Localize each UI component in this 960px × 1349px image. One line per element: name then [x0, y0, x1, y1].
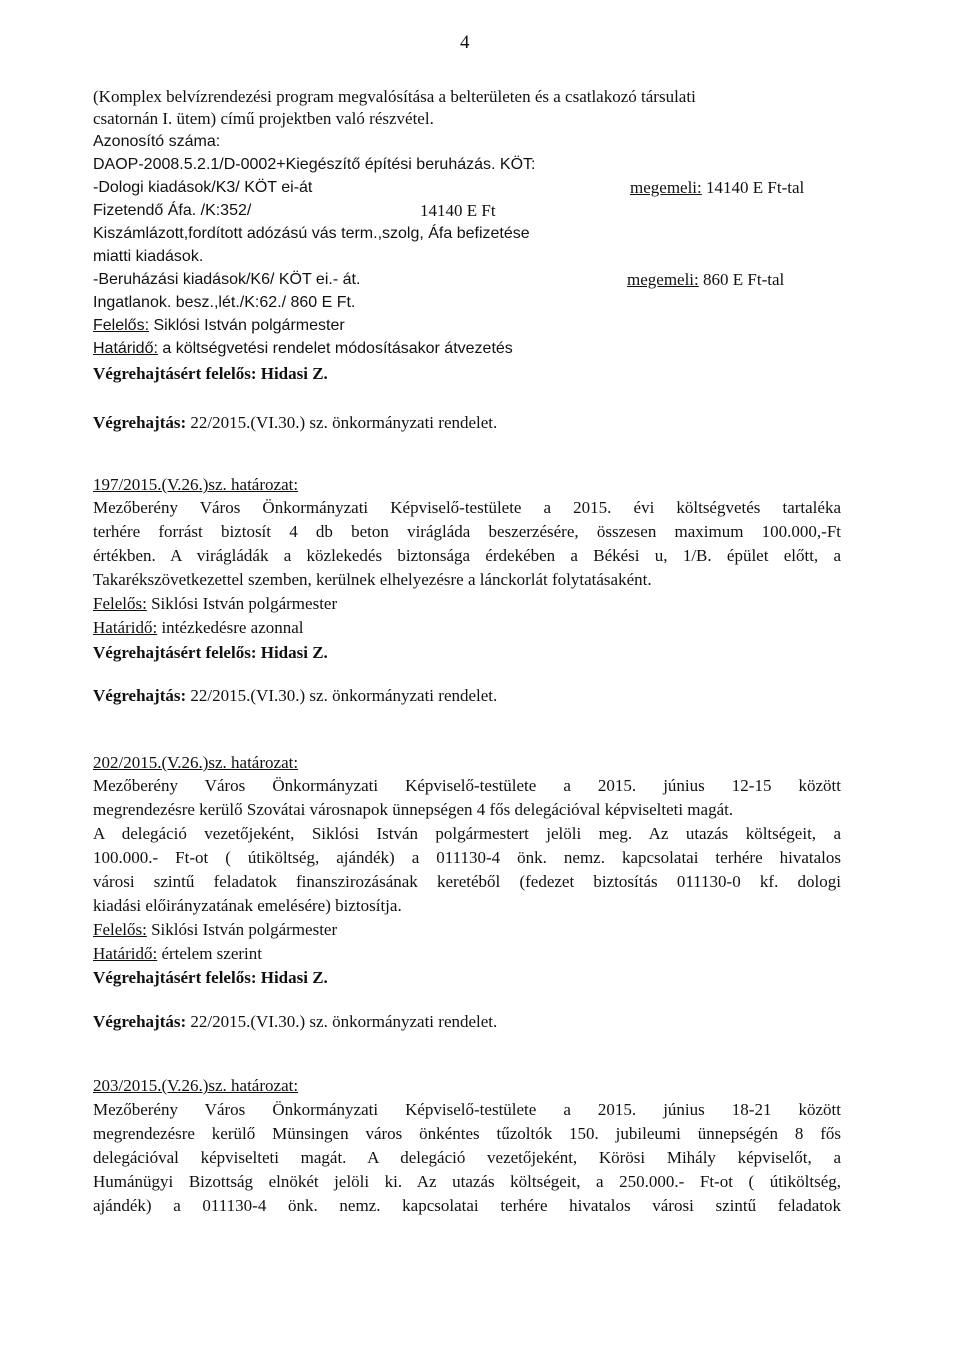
megemeli-value-1: 14140 E Ft-tal: [701, 178, 805, 197]
resolution-197-line-3: értékben. A virágládák a közlekedés biztonsága érdekében a Békési u, 1/B. épület előtt, a: [93, 546, 841, 565]
resolution-203-line-1: Mezőberény Város Önkormányzati Képviselő-testülete a 2015. június 18-21 között: [93, 1100, 841, 1119]
hatarido-value: értelem szerint: [157, 944, 262, 963]
resolution-202-vegrehajtas: [93, 1011, 497, 1033]
block1-line-1: (Komplex belvízrendezési program megvalósítása a belterületen és a csatlakozó társulati: [93, 87, 696, 106]
resolution-197-felelos: [93, 593, 337, 615]
block1-line-6-amount: 14140 E Ft: [420, 201, 496, 220]
resolution-203-line-2: megrendezésre kerülő Münsingen város önkéntes tűzoltók 150. jubileumi ünnepségén 8 fős: [93, 1124, 841, 1143]
vegrehajtas-label: Végrehajtás:: [93, 686, 187, 705]
vegrehajtas-value: 22/2015.(VI.30.) sz. önkormányzati rendelet.: [186, 686, 498, 705]
hatarido-value: intézkedésre azonnal: [157, 618, 304, 637]
resolution-202-line-4: 100.000.- Ft-ot ( útiköltség, ajándék) a 011130-4 önk. nemz. kapcsolatai terhére hivatalos: [93, 848, 841, 867]
block1-line-4: DAOP-2008.5.2.1/D-0002+Kiegészítő építési beruházás. KÖT:: [93, 156, 536, 173]
resolution-202-line-1: Mezőberény Város Önkormányzati Képviselő-testülete a 2015. június 12-15 között: [93, 776, 841, 795]
felelos-value: Siklósi István polgármester: [146, 594, 338, 613]
resolution-202-title: 202/2015.(V.26.)sz. határozat:: [93, 753, 299, 772]
block1-line-8: miatti kiadások.: [93, 248, 204, 265]
hatarido-label: Határidő:: [93, 944, 158, 963]
block1-vegrehajtasert: Végrehajtásért felelős: Hidasi Z.: [93, 364, 328, 383]
felelos-value: Siklósi István polgármester: [146, 920, 338, 939]
hatarido-label: Határidő:: [93, 618, 158, 637]
block1-felelos: [93, 315, 345, 337]
resolution-203-line-4: Humánügyi Bizottság elnökét jelöli ki. Az utazás költségeit, a 250.000.- Ft-ot ( útiköltség,: [93, 1172, 841, 1191]
block1-line-5: -Dologi kiadások/K3/ KÖT ei-át: [93, 179, 313, 196]
resolution-197-title: 197/2015.(V.26.)sz. határozat:: [93, 475, 299, 494]
resolution-197-hatarido: [93, 617, 304, 639]
resolution-203-title: 203/2015.(V.26.)sz. határozat:: [93, 1076, 299, 1095]
resolution-203-line-5: ajándék) a 011130-4 önk. nemz. kapcsolatai terhére hivatalos városi szintű feladatok: [93, 1196, 841, 1215]
resolution-202-line-3: A delegáció vezetőjeként, Siklósi István polgármestert jelöli meg. Az utazás költségeit, a: [93, 824, 841, 843]
block1-hatarido: [93, 338, 513, 360]
resolution-202-vegrehajtasert: Végrehajtásért felelős: Hidasi Z.: [93, 968, 328, 987]
resolution-202-line-2: megrendezésre kerülő Szovátai városnapok ünnepségen 4 fős delegációval képviselteti magát.: [93, 800, 734, 819]
vegrehajtas-label: Végrehajtás:: [93, 413, 187, 432]
block1-right-amount-2: [627, 269, 784, 291]
megemeli-label-1: megemeli:: [630, 178, 702, 197]
block1-right-amount-1: [630, 177, 804, 199]
resolution-197-line-2: terhére forrást biztosít 4 db beton virágláda beszerzésére, összesen maximum 100.000,-Ft: [93, 522, 841, 541]
resolution-197-vegrehajtas: [93, 685, 497, 707]
felelos-label: Felelős:: [93, 317, 150, 334]
hatarido-label: Határidő:: [93, 340, 158, 357]
resolution-202-line-5: városi szintű feladatok finanszirozásának keretéből (fedezet biztosítás 011130-0 kf. dologi: [93, 872, 841, 891]
resolution-197-vegrehajtasert: Végrehajtásért felelős: Hidasi Z.: [93, 643, 328, 662]
vegrehajtas-label: Végrehajtás:: [93, 1012, 187, 1031]
megemeli-value-2: 860 E Ft-tal: [698, 270, 785, 289]
block1-line-2: csatornán I. ütem) című projektben való részvétel.: [93, 109, 434, 128]
resolution-197-line-1: Mezőberény Város Önkormányzati Képviselő-testülete a 2015. évi költségvetés tartaléka: [93, 498, 841, 517]
felelos-label: Felelős:: [93, 594, 147, 613]
vegrehajtas-value: 22/2015.(VI.30.) sz. önkormányzati rendelet.: [186, 413, 498, 432]
hatarido-value: a költségvetési rendelet módosításakor átvezetés: [157, 340, 513, 357]
block1-line-7: Kiszámlázott,fordított adózású vás term.,szolg, Áfa befizetése: [93, 225, 530, 242]
block1-line-6: Fizetendő Áfa. /K:352/: [93, 202, 252, 219]
felelos-value: Siklósi István polgármester: [149, 317, 345, 334]
megemeli-label-2: megemeli:: [627, 270, 699, 289]
block1-line-10: Ingatlanok. besz.,lét./K:62./ 860 E Ft.: [93, 294, 356, 311]
block1-vegrehajtas: [93, 412, 497, 434]
vegrehajtas-value: 22/2015.(VI.30.) sz. önkormányzati rendelet.: [186, 1012, 498, 1031]
block1-line-3: Azonosító száma:: [93, 133, 221, 150]
page-number: 4: [460, 32, 470, 53]
resolution-202-hatarido: [93, 943, 262, 965]
resolution-202-line-6: kiadási előirányzatának emelésére) biztosítja.: [93, 896, 402, 915]
resolution-203-line-3: delegációval képviselteti magát. A delegáció vezetőjeként, Körösi Mihály képviselőt, a: [93, 1148, 841, 1167]
felelos-label: Felelős:: [93, 920, 147, 939]
resolution-197-line-4: Takarékszövetkezettel szemben, kerülnek elhelyezésre a lánckorlát folytatásaként.: [93, 570, 652, 589]
block1-line-9: -Beruházási kiadások/K6/ KÖT ei.- át.: [93, 271, 361, 288]
resolution-202-felelos: [93, 919, 337, 941]
